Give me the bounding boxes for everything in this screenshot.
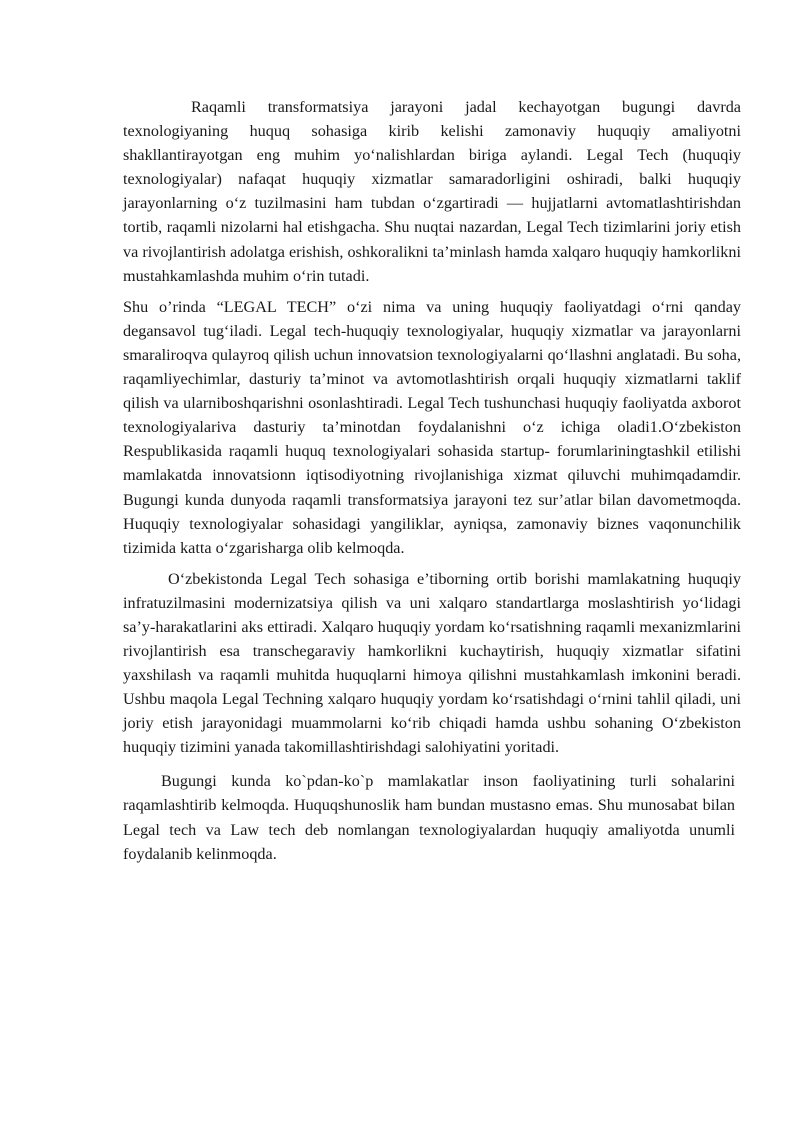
document-body xyxy=(123,95,741,867)
paragraph-uzbekistan-legal-tech: O‘zbekistonda Legal Tech sohasiga e’tiborning ortib borishi mamlakatning huquqiy infratuzilmasini modernizatsiya qilish va uni xalqaro standartlarga moslashtirish yo‘lidagi sa’y-harakatlarini aks ettiradi. Xalqaro huquqiy yordam ko‘rsatishning raqamli mexanizmlarini rivojlantirish esa transchegaraviy hamkorlikni kuchaytirish, huquqiy xizmatlar sifatini yaxshilash va raqamli muhitda huquqlarni himoya qilishni mustahkamlash imkonini beradi. Ushbu maqola Legal Techning xalqaro huquqiy yordam ko‘rsatishdagi o‘rnini tahlil qiladi, uni joriy etish jarayonidagi muammolarni ko‘rib chiqadi hamda ushbu sohaning O‘zbekiston huquqiy tizimini yanada takomillashtirishdagi salohiyatini yoritadi. xyxy=(123,569,741,757)
paragraph-intro: Raqamli transformatsiya jarayoni jadal kechayotgan bugungi davrda texnologiyaning huquq sohasiga kirib kelishi zamonaviy huquqiy amaliyotni shakllantirayotgan eng muhim yo‘nalishlardan biriga aylandi. Legal Tech (huquqiy texnologiyalar) nafaqat huquqiy xizmatlar samaradorligini oshiradi, balki huquqiy jarayonlarning o‘z tuzilmasini ham tubdan o‘zgartiradi — hujjatlarni avtomatlashtirishdan tortib, raqamli nizolarni hal etishgacha. Shu nuqtai nazardan, Legal Tech tizimlarini joriy etish va rivojlantirish adolatga erishish, oshkoralikni ta’minlash hamda xalqaro huquqiy hamkorlikni mustahkamlashda muhim o‘rin tutadi. xyxy=(123,98,741,285)
paragraph-digitalization: Bugungi kunda ko`pdan-ko`p mamlakatlar inson faoliyatining turli sohalarini raqamlashtirib kelmoqda. Huquqshunoslik ham bundan mustasno emas. Shu munosabat bilan Legal tech va Law tech deb nomlangan texnologiyalardan huquqiy amaliyotda unumli foydalanib kelinmoqda. xyxy=(123,771,735,864)
paragraph-legal-tech-definition: Shu o’rinda “LEGAL TECH” o‘zi nima va uning huquqiy faoliyatdagi o‘rni qanday degansavol tug‘iladi. Legal tech-huquqiy texnologiyalar, huquqiy xizmatlar va jarayonlarni smaraliroqva qulayroq qilish uchun innovatsion texnologiyalarni qo‘llashni anglatadi. Bu soha, raqamliyechimlar, dasturiy ta’minot va avtomotlashtirish orqali huquqiy xizmatlarni taklif qilish va ularniboshqarishni osonlashtiradi. Legal Tech tushunchasi huquqiy faoliyatda axborot texnologiyalariva dasturiy ta’minotdan foydalanishni o‘z ichiga oladi1.O‘zbekiston Respublikasida raqamli huquq texnologiyalari sohasida startup- forumlariningtashkil etilishi mamlakatda innovatsionn iqtisodiyotning rivojlanishiga xizmat qiluvchi muhimqadamdir. Bugungi kunda dunyoda raqamli transformatsiya jarayoni tez sur’atlar bilan davometmoqda. Huquqiy texnologiyalar sohasidagi yangiliklar, ayniqsa, zamonaviy biznes vaqonunchilik tizimida katta o‘zgarisharga olib kelmoqda. xyxy=(123,297,741,557)
